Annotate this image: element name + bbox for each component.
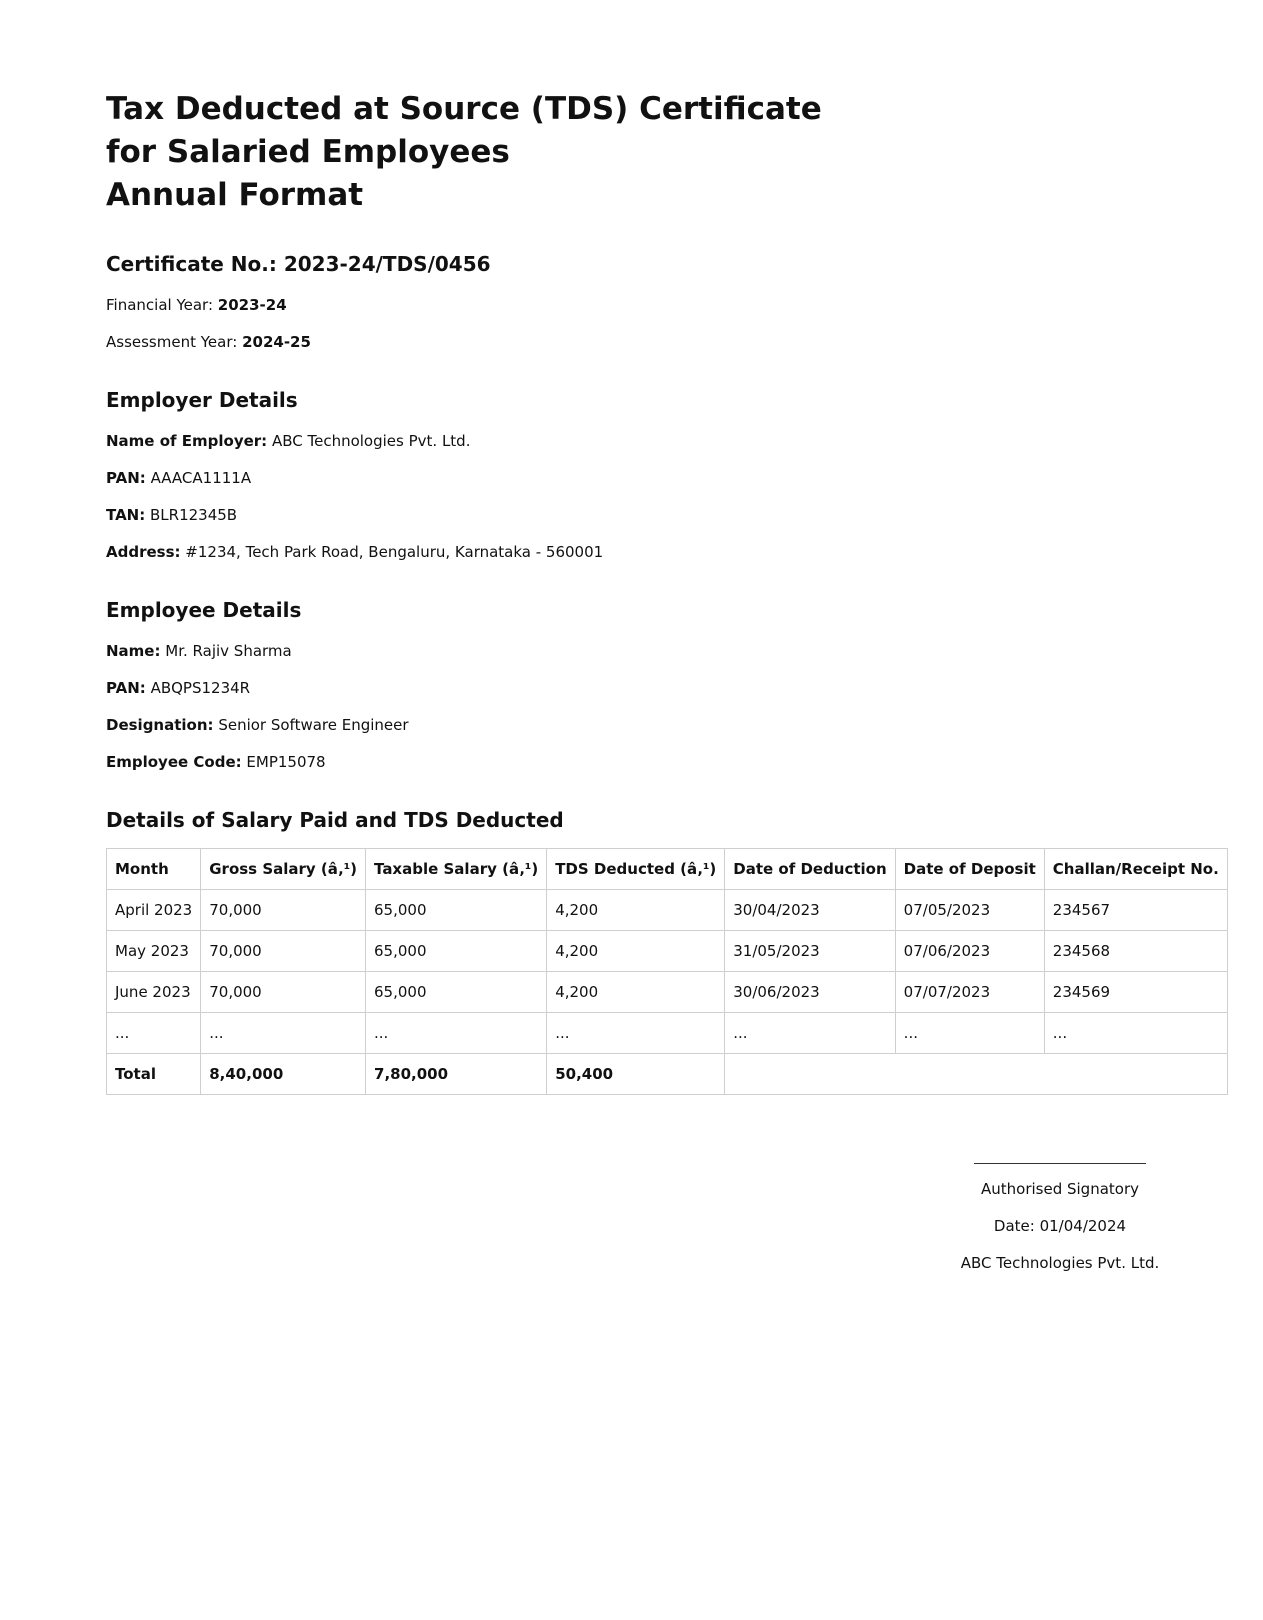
column-header: Gross Salary (â‚¹) [201,849,366,890]
employer-pan-label: PAN: [106,469,146,487]
table-cell: 4,200 [547,931,725,972]
assessment-year [106,332,1164,352]
financial-year [106,295,1164,315]
employee-pan [106,678,1164,698]
table-cell: 30/04/2023 [725,890,895,931]
employee-designation [106,715,1164,735]
table-cell: ... [1044,1013,1227,1054]
table-cell: ... [895,1013,1044,1054]
assessment-year-label: Assessment Year: [106,333,238,351]
signature-line [974,1163,1146,1164]
employee-designation-value: Senior Software Engineer [218,716,409,734]
table-cell: 65,000 [366,890,547,931]
employer-name-label: Name of Employer: [106,432,268,450]
column-header: Date of Deposit [895,849,1044,890]
financial-year-value: 2023-24 [217,296,287,314]
employee-pan-value: ABQPS1234R [150,679,251,697]
table-cell: June 2023 [107,972,201,1013]
employee-name [106,641,1164,661]
table-cell: May 2023 [107,931,201,972]
table-cell: 65,000 [366,972,547,1013]
employee-code-value: EMP15078 [246,753,326,771]
table-cell: 234568 [1044,931,1227,972]
table-cell: ... [107,1013,201,1054]
table-cell: 234567 [1044,890,1227,931]
column-header: TDS Deducted (â‚¹) [547,849,725,890]
table-cell: ... [201,1013,366,1054]
total-gross-salary: 8,40,000 [201,1054,366,1095]
salary-tds-table [106,848,1228,1095]
table-row [107,931,1228,972]
employer-details-heading: Employer Details [106,388,298,412]
employee-details-heading: Employee Details [106,598,302,622]
table-cell: 07/07/2023 [895,972,1044,1013]
salary-table-heading: Details of Salary Paid and TDS Deducted [106,808,564,832]
table-header-row [107,849,1228,890]
signatory-block [935,1163,1185,1273]
employee-code-label: Employee Code: [106,753,242,771]
table-cell: 234569 [1044,972,1227,1013]
signatory-company: ABC Technologies Pvt. Ltd. [960,1254,1160,1272]
employee-code [106,752,1164,772]
employer-address-label: Address: [106,543,181,561]
title-line-2: for Salaried Employees [106,134,510,170]
table-cell: 70,000 [201,931,366,972]
total-label: Total [107,1054,201,1095]
table-cell: 07/05/2023 [895,890,1044,931]
title-line-3: Annual Format [106,177,364,213]
table-cell: 31/05/2023 [725,931,895,972]
employee-name-value: Mr. Rajiv Sharma [165,642,292,660]
title-line-1: Tax Deducted at Source (TDS) Certificate [106,91,822,127]
employer-name [106,431,1164,451]
certificate-number-label: Certificate No.: [106,252,277,276]
table-cell: 4,200 [547,972,725,1013]
employer-address-value: #1234, Tech Park Road, Bengaluru, Karnataka - 560001 [185,543,604,561]
table-row [107,1013,1228,1054]
employer-tan-label: TAN: [106,506,146,524]
table-cell: ... [547,1013,725,1054]
signatory-title: Authorised Signatory [980,1180,1139,1198]
total-tds-deducted: 50,400 [547,1054,725,1095]
table-total-row [107,1054,1228,1095]
assessment-year-value: 2024-25 [242,333,311,351]
employee-pan-label: PAN: [106,679,146,697]
employer-tan [106,505,1164,525]
employer-name-value: ABC Technologies Pvt. Ltd. [271,432,471,450]
table-row [107,890,1228,931]
table-cell: 07/06/2023 [895,931,1044,972]
column-header: Challan/Receipt No. [1044,849,1227,890]
financial-year-label: Financial Year: [106,296,213,314]
tds-certificate [106,88,1219,1095]
column-header: Date of Deduction [725,849,895,890]
table-cell: April 2023 [107,890,201,931]
employee-name-label: Name: [106,642,161,660]
total-taxable-salary: 7,80,000 [366,1054,547,1095]
table-cell: ... [725,1013,895,1054]
employer-address [106,542,1164,562]
table-cell: 70,000 [201,972,366,1013]
table-cell: ... [366,1013,547,1054]
certificate-number [106,250,1164,278]
table-cell: 4,200 [547,890,725,931]
employer-tan-value: BLR12345B [150,506,238,524]
signatory-date: Date: 01/04/2024 [993,1217,1127,1235]
document-title [106,88,1164,217]
total-empty-cell [725,1054,1228,1095]
employer-pan-value: AAACA1111A [150,469,252,487]
employer-pan [106,468,1164,488]
column-header: Taxable Salary (â‚¹) [366,849,547,890]
table-cell: 70,000 [201,890,366,931]
column-header: Month [107,849,201,890]
table-cell: 30/06/2023 [725,972,895,1013]
table-row [107,972,1228,1013]
table-cell: 65,000 [366,931,547,972]
employee-designation-label: Designation: [106,716,214,734]
certificate-number-value: 2023-24/TDS/0456 [283,252,491,276]
